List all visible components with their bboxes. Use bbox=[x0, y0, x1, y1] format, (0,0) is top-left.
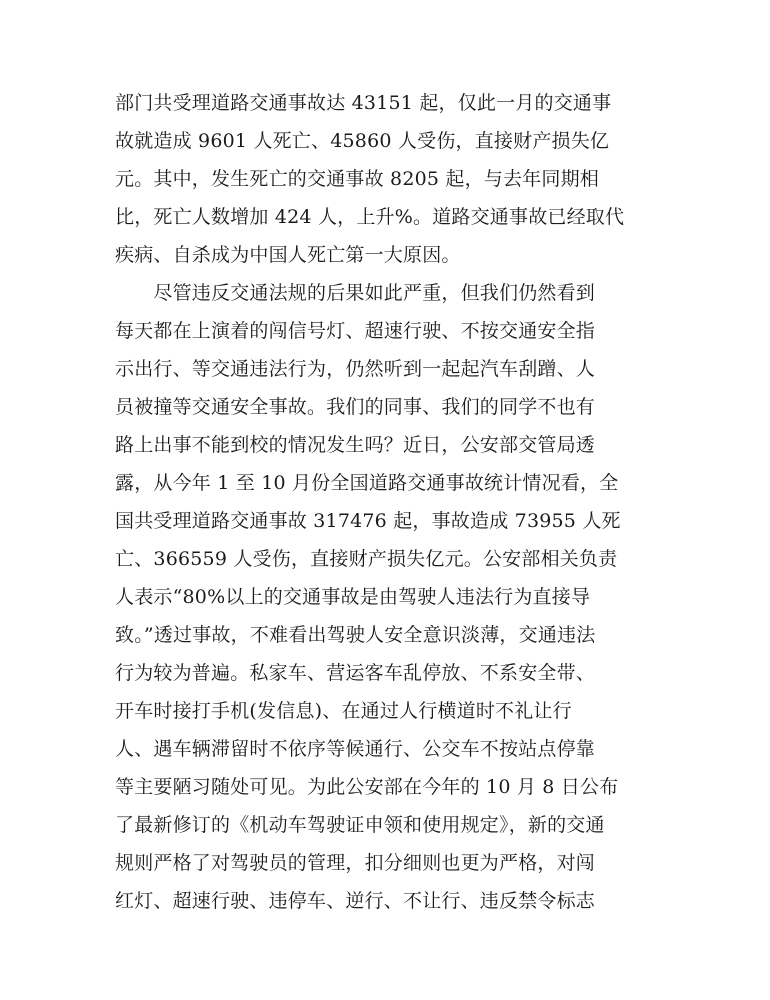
text-line: 疾病、自杀成为中国人死亡第一大原因。 bbox=[115, 244, 461, 266]
text-line: 元。其中，发生死亡的交通事故 8205 起，与去年同期相 bbox=[115, 168, 600, 190]
text-line: 亡、366559 人受伤，直接财产损失亿元。公安部相关负责 bbox=[115, 548, 618, 570]
text-line: 示出行、等交通违法行为，仍然听到一起起汽车刮蹭、人 bbox=[115, 358, 596, 380]
text-line: 红灯、超速行驶、违停车、逆行、不让行、违反禁令标志 bbox=[115, 890, 596, 912]
text-line: 等主要陋习随处可见。为此公安部在今年的 10 月 8 日公布 bbox=[115, 776, 619, 798]
text-line: 路上出事不能到校的情况发生吗？近日，公安部交管局透 bbox=[115, 434, 596, 456]
text-line: 国共受理道路交通事故 317476 起，事故造成 73955 人死 bbox=[115, 510, 621, 532]
text-line: 了最新修订的《机动车驾驶证申领和使用规定》，新的交通 bbox=[115, 814, 605, 836]
text-line: 人、遇车辆滞留时不依序等候通行、公交车不按站点停靠 bbox=[115, 738, 596, 760]
text-line: 规则严格了对驾驶员的管理，扣分细则也更为严格，对闯 bbox=[115, 852, 596, 874]
text-line: 尽管违反交通法规的后果如此严重，但我们仍然看到 bbox=[115, 282, 596, 304]
text-line: 部门共受理道路交通事故达 43151 起，仅此一月的交通事 bbox=[115, 92, 612, 114]
text-line: 比，死亡人数增加 424 人，上升%。道路交通事故已经取代 bbox=[115, 206, 625, 228]
text-line: 故就造成 9601 人死亡、45860 人受伤，直接财产损失亿 bbox=[115, 130, 610, 152]
text-line: 开车时接打手机(发信息)、在通过人行横道时不礼让行 bbox=[115, 700, 572, 722]
text-line: 行为较为普遍。私家车、营运客车乱停放、不系安全带、 bbox=[115, 662, 596, 684]
text-line: 致。”透过事故，不难看出驾驶人安全意识淡薄，交通违法 bbox=[115, 624, 596, 646]
text-line: 露，从今年 1 至 10 月份全国道路交通事故统计情况看，全 bbox=[115, 472, 619, 494]
text-line: 每天都在上演着的闯信号灯、超速行驶、不按交通安全指 bbox=[115, 320, 596, 342]
text-line: 员被撞等交通安全事故。我们的同事、我们的同学不也有 bbox=[115, 396, 596, 418]
text-line: 人表示“80%以上的交通事故是由驾驶人违法行为直接导 bbox=[115, 586, 591, 608]
